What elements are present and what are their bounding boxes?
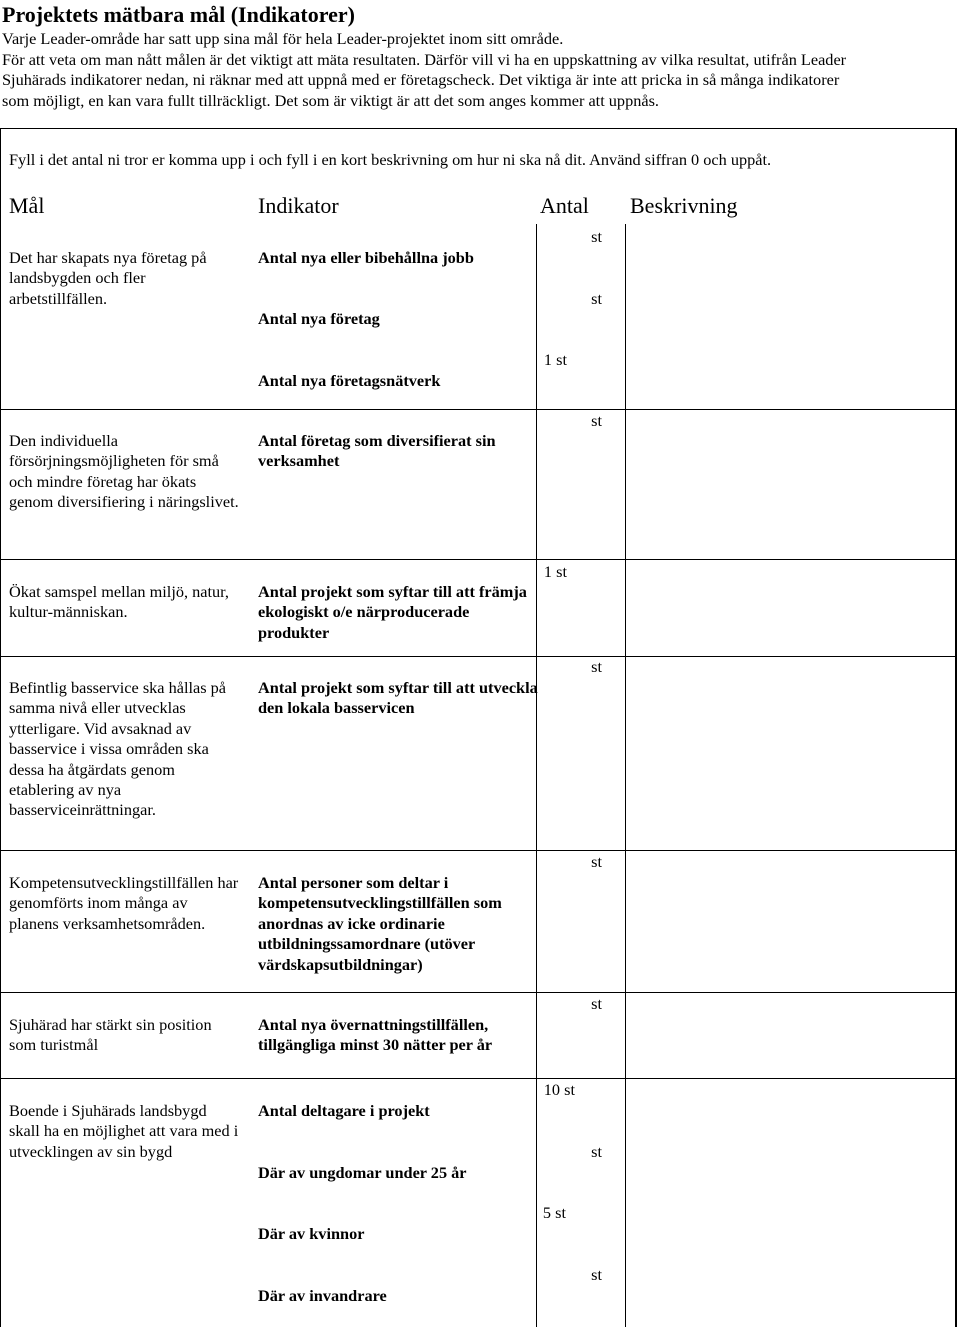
goal-text: Det har skapats nya företag på landsbygden och fler arbetstillfällen. [9,248,207,308]
indicator-text: Antal deltagare i projekt [258,1101,430,1120]
indicator-text: Antal nya företagsnätverk [258,371,441,390]
goal-text: Ökat samspel mellan miljö, natur, kultur-människan. [9,582,230,622]
goal-text: Befintlig basservice ska hållas på samma nivå eller utvecklas ytterligare. Vid avsaknad av basservice i vissa områden ska dessa ha åtgärdats genom etablering av nya basserviceinrättningar. [9,678,227,820]
amount-value[interactable]: st [591,227,602,246]
indicator-text: Där av ungdomar under 25 år [258,1163,467,1182]
indicator-text: Där av invandrare [258,1286,387,1305]
amount-column-divider-right [625,224,626,1327]
intro-line: Sjuhärads indikatorer nedan, ni räknar med att uppnå med er företagscheck. Det viktiga är inte att pricka in så många indikatorer [2,70,840,89]
amount-value[interactable]: st [591,1265,602,1284]
row-divider [0,656,957,657]
page-title: Projektets mätbara mål (Indikatorer) [2,2,355,27]
goal-text: Den individuella försörjningsmöjligheten för små och mindre företag har ökats genom diversifiering i näringslivet. [9,431,239,512]
amount-value[interactable]: 1 st [543,562,567,581]
row-divider [0,409,957,410]
goal-text: Boende i Sjuhärads landsbygd skall ha en möjlighet att vara med i utvecklingen av sin bygd [9,1101,239,1161]
amount-value[interactable]: st [591,994,602,1013]
amount-value[interactable]: 10 st [543,1080,575,1099]
amount-value[interactable]: st [591,1142,602,1161]
indicator-text: Antal nya övernattningstillfällen, tillgängliga minst 30 nätter per år [258,1015,493,1055]
indicator-text: Där av kvinnor [258,1224,365,1243]
header-amount: Antal [540,193,589,218]
indicator-text: Antal personer som deltar i kompetensutvecklingstillfällen som anordnas av icke ordinarie utbildningssamordnare (utöver värdskapsutbildningar) [258,873,502,974]
intro-line: Varje Leader-område har satt upp sina mål för hela Leader-projektet inom sitt område. [2,29,564,48]
indicator-text: Antal projekt som syftar till att främja ekologiskt o/e närproducerade produkter [258,582,527,642]
indicator-text: Antal projekt som syftar till att utveckla den lokala basservicen [258,678,538,718]
amount-value[interactable]: st [591,852,602,871]
intro-line: som möjligt, en kan vara fullt tillräckligt. Det som är viktigt är att det som anges kommer att uppnås. [2,90,659,110]
goal-text: Sjuhärad har stärkt sin position som turistmål [9,1015,212,1055]
header-indicator: Indikator [258,193,339,218]
intro-line: För att veta om man nått målen är det viktigt att mäta resultaten. Därför vill vi ha en uppskattning av vilka resultat, utifrån Leader [2,49,847,69]
row-divider [0,559,957,560]
form-instruction: Fyll i det antal ni tror er komma upp i och fyll i en kort beskrivning om hur ni ska nå dit. Använd siffran 0 och uppåt. [9,150,772,169]
amount-value[interactable]: st [591,289,602,308]
row-divider [0,850,957,851]
indicator-text: Antal nya företag [258,309,380,328]
goal-text: Kompetensutvecklingstillfällen har genomförts inom många av planens verksamhetsområden. [9,873,239,933]
header-description: Beskrivning [630,193,738,218]
intro-text [2,29,952,111]
row-divider [0,1078,957,1079]
header-goal: Mål [9,193,45,218]
indicator-text: Antal nya eller bibehållna jobb [258,248,474,267]
amount-value[interactable]: 5 st [542,1203,566,1222]
amount-value[interactable]: st [591,657,602,676]
row-divider [0,992,957,993]
amount-value[interactable]: 1 st [543,350,567,369]
amount-value[interactable]: st [591,411,602,430]
indicator-text: Antal företag som diversifierat sin verksamhet [258,431,496,471]
